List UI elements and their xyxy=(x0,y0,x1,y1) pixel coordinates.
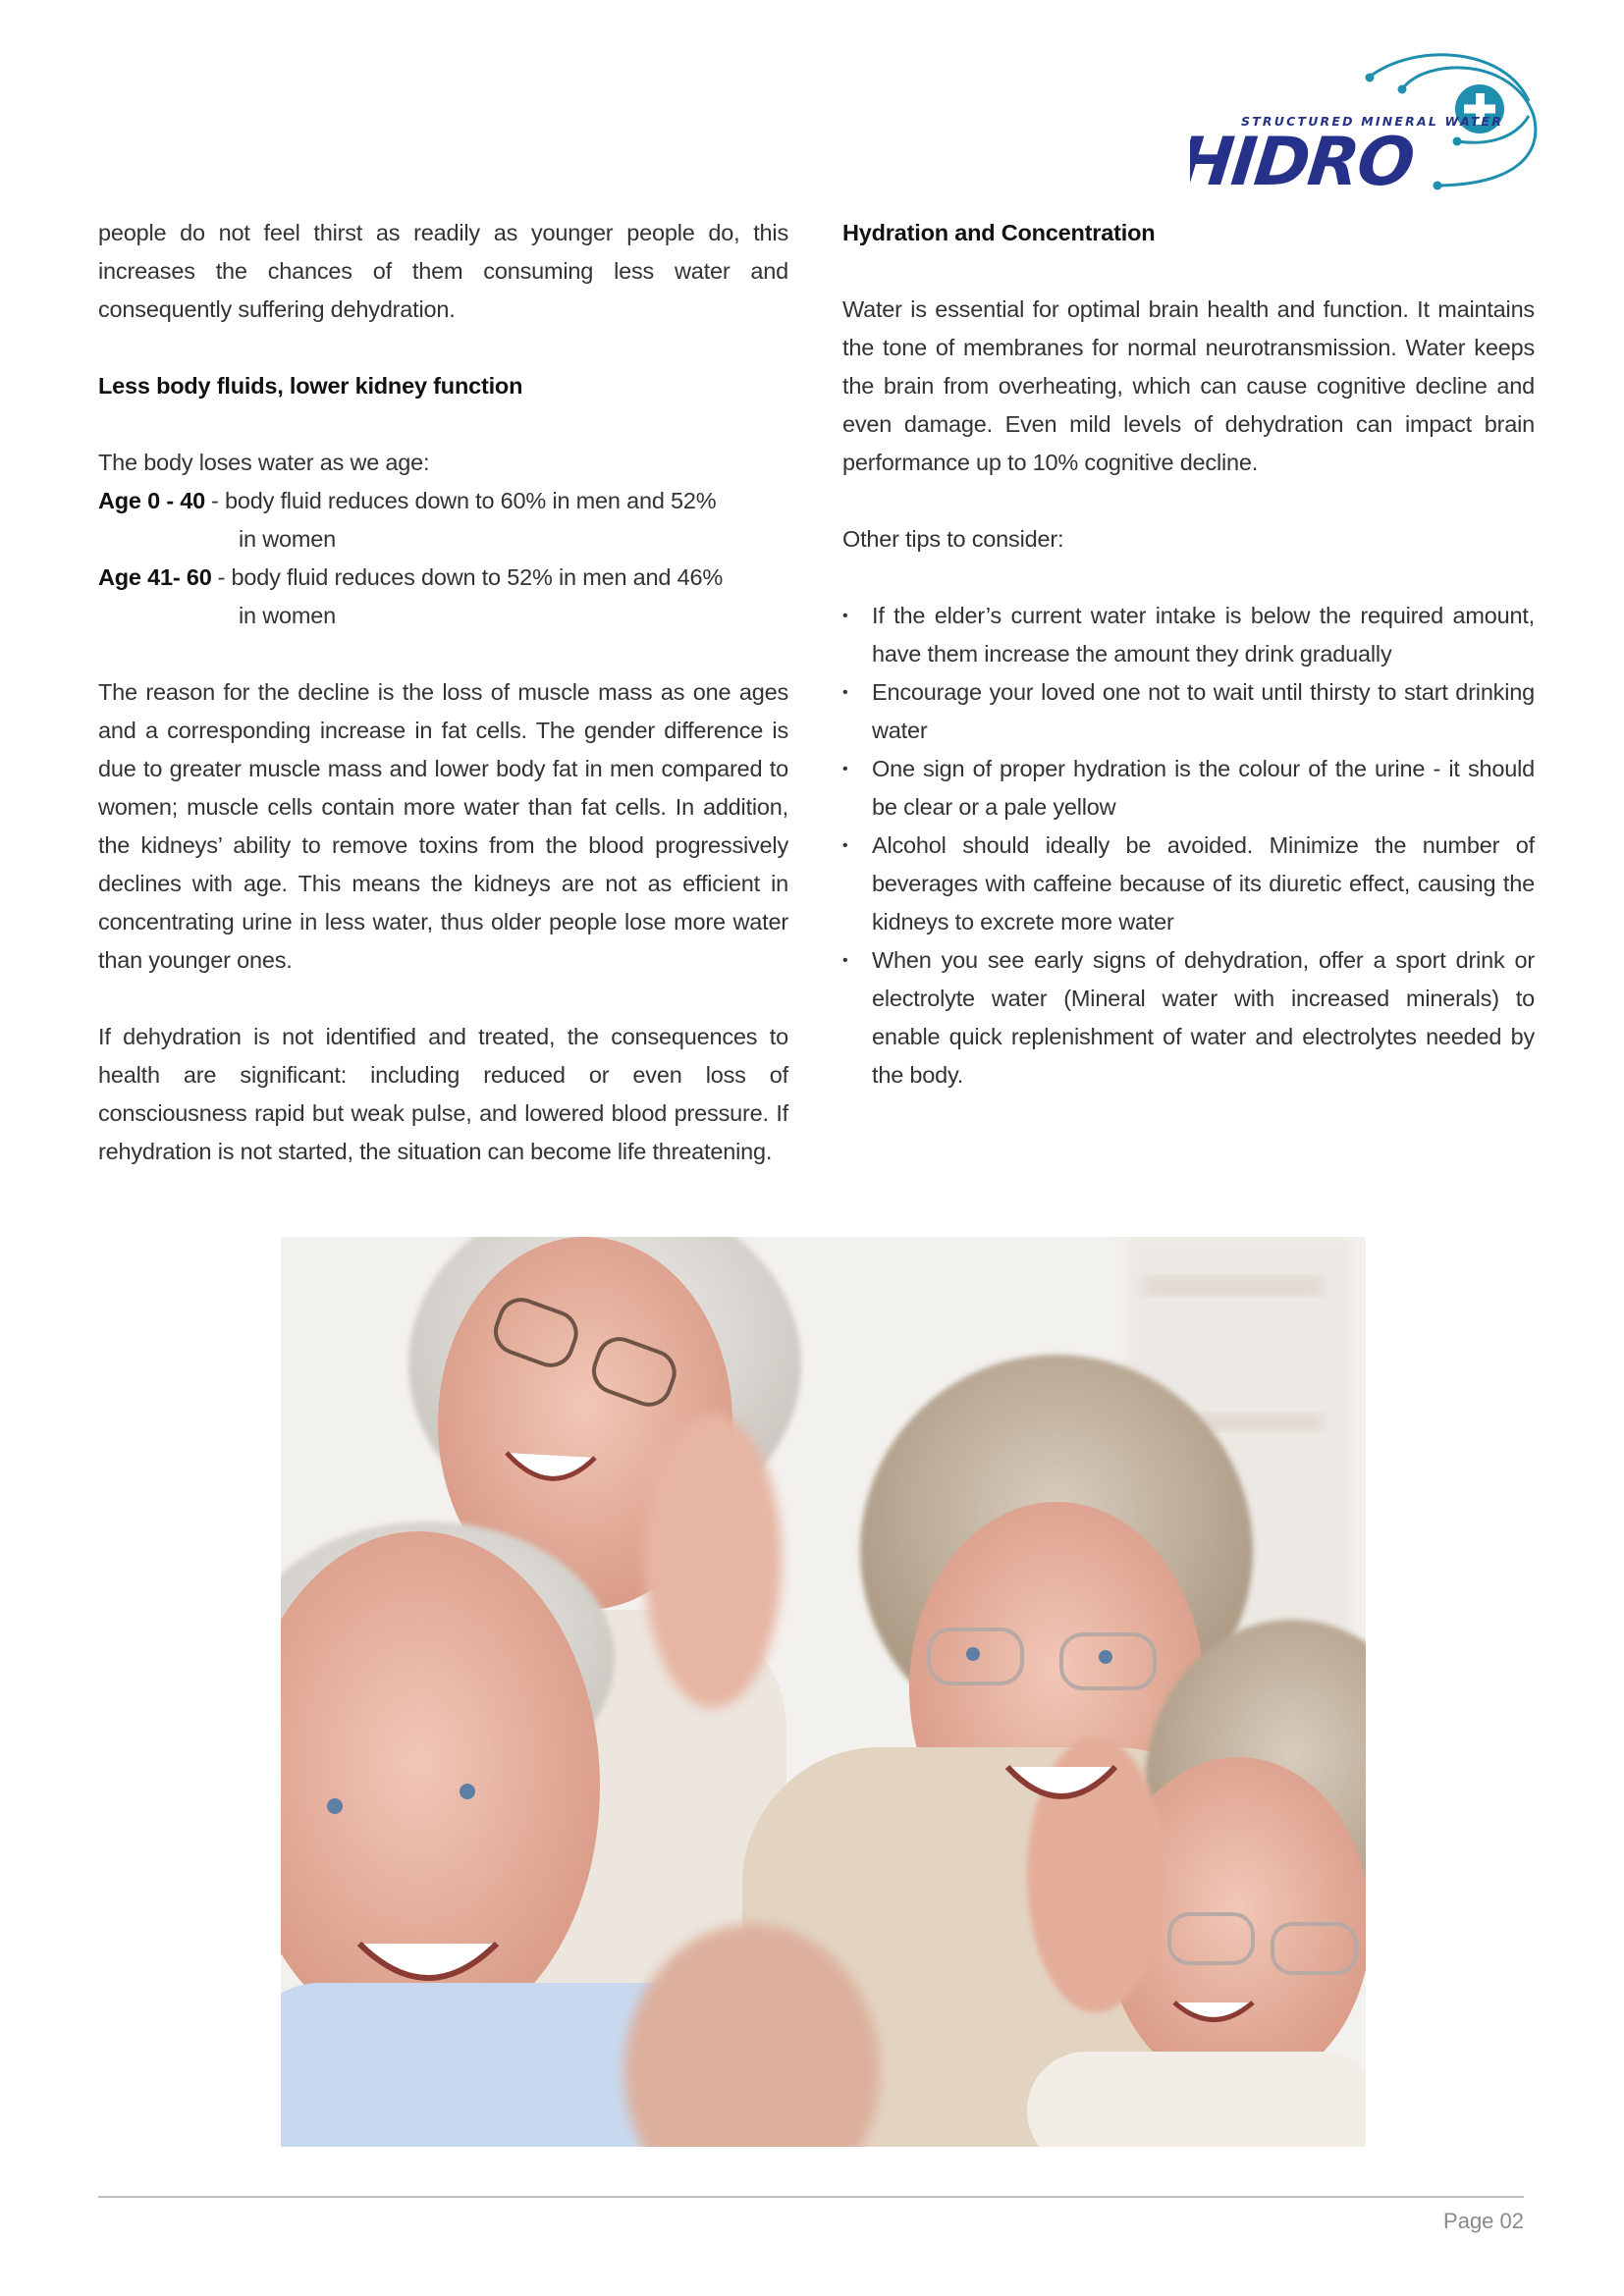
age-label: Age 41- 60 xyxy=(98,564,212,590)
tips-list xyxy=(842,597,1535,1095)
tips-intro: Other tips to consider: xyxy=(842,526,1064,552)
consequences-paragraph: If dehydration is not identified and treated, the consequences to health are significant: including reduced or even loss of consciousness rapid but weak pulse, and lowered blood pressure. If rehydration is not started, the situation can become life threatening. xyxy=(98,1024,788,1164)
tip-item: • Alcohol should ideally be avoided. Minimize the number of beverages with caffeine because of its diuretic effect, causing the kidneys to excrete more water xyxy=(842,827,1535,941)
footer-divider xyxy=(98,2196,1524,2198)
tip-item: • One sign of proper hydration is the colour of the urine - it should be clear or a pale yellow xyxy=(842,750,1535,827)
reason-paragraph: The reason for the decline is the loss of muscle mass as one ages and a corresponding increase in fat cells. The gender difference is due to greater muscle mass and lower body fat in men compared to women; muscle cells contain more water than fat cells. In addition, the kidneys’ ability to remove toxins from the blood progressively declines with age. This means the kidneys are not as efficient in concentrating urine in less water, thus older people lose more water than younger ones. xyxy=(98,679,788,973)
intro-paragraph: people do not feel thirst as readily as younger people do, this increases the chances of them consuming less water and consequently suffering dehydration. xyxy=(98,220,788,322)
ages-intro: The body loses water as we age: xyxy=(98,450,430,475)
age-text: - body fluid reduces down to 52% in men and 46% xyxy=(217,564,724,590)
right-column xyxy=(842,214,1535,1095)
section-heading-hydration: Hydration and Concentration xyxy=(842,220,1156,245)
age-row xyxy=(98,559,788,635)
seniors-thumbs-up-photo xyxy=(281,1237,1366,2147)
age-text: - body fluid reduces down to 60% in men and 52% xyxy=(211,488,717,513)
page-number: Page 02 xyxy=(1443,2209,1524,2233)
tip-item: • When you see early signs of dehydration, offer a sport drink or electrolyte water (Mineral water with increased minerals) to enable quick replenishment of water and electrolytes needed by the body. xyxy=(842,941,1535,1095)
age-text-continuation: in women xyxy=(239,526,336,552)
age-label: Age 0 - 40 xyxy=(98,488,206,513)
tip-item: • Encourage your loved one not to wait until thirsty to start drinking water xyxy=(842,673,1535,750)
hidro-logo xyxy=(1190,47,1553,194)
hidro-logo-graphic xyxy=(1190,47,1553,194)
section-heading-body-fluids: Less body fluids, lower kidney function xyxy=(98,373,523,399)
brain-paragraph: Water is essential for optimal brain health and function. It maintains the tone of membranes for normal neurotransmission. Water keeps the brain from overheating, which can cause cognitive decline and even damage. Even mild levels of dehydration can impact brain performance up to 10% cognitive decline. xyxy=(842,296,1535,475)
tip-item: • If the elder’s current water intake is below the required amount, have them increase the amount they drink gradually xyxy=(842,597,1535,673)
age-row xyxy=(98,482,788,559)
photo-illustration xyxy=(281,1237,1366,2147)
svg-text:HIDRO: HIDRO xyxy=(1190,124,1417,194)
svg-text:STRUCTURED MINERAL WATER: STRUCTURED MINERAL WATER xyxy=(1241,114,1504,129)
left-column xyxy=(98,214,788,1171)
age-text-continuation: in women xyxy=(239,603,336,628)
